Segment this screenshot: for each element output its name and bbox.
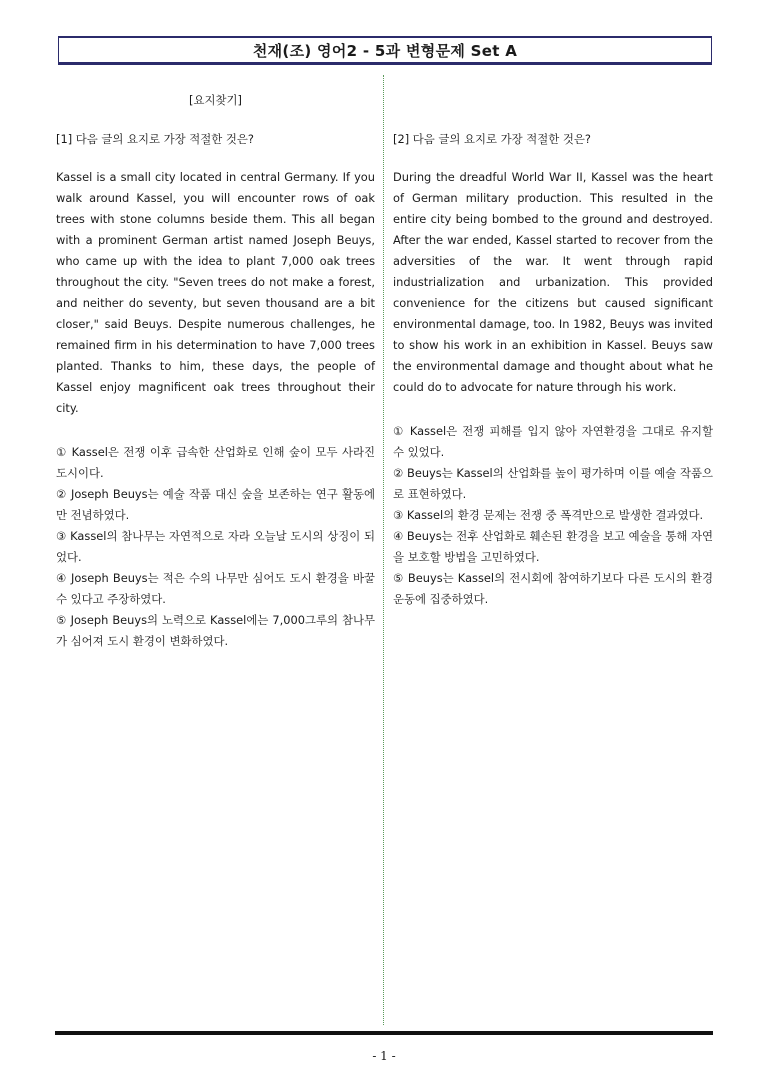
- page-title: 천재(조) 영어2 - 5과 변형문제 Set A: [252, 41, 518, 60]
- title-box: [58, 36, 712, 65]
- question-1-choices: [56, 442, 375, 652]
- bottom-rule: [55, 1031, 713, 1035]
- choice-item: ④ Beuys는 전후 산업화로 훼손된 환경을 보고 예술을 통해 자연을 보호할 방법을 고민하였다.: [393, 529, 713, 564]
- choice-item: ③ Kassel의 환경 문제는 전쟁 중 폭격만으로 발생한 결과였다.: [393, 508, 704, 522]
- choice-item: ④ Joseph Beuys는 적은 수의 나무만 심어도 도시 환경을 바꿀 수 있다고 주장하였다.: [56, 571, 375, 606]
- choice-item: ③ Kassel의 참나무는 자연적으로 자라 오늘날 도시의 상징이 되었다.: [56, 529, 375, 564]
- question-1-passage: Kassel is a small city located in central Germany. If you walk around Kassel, you will encounter rows of oak trees with stone columns beside them. This all began with a prominent German artist named Joseph Beuys, who came up with the idea to plant 7,000 oak trees throughout the city. "Seven trees do not make a forest, and neither do seventy, but seven thousand are a bit closer," said Beuys. Despite numerous challenges, he remained firm in his determination to have 7,000 trees planted. Thanks to him, these days, the people of Kassel enjoy magnificent oak trees throughout their city.: [56, 170, 375, 415]
- choice-item: ⑤ Joseph Beuys의 노력으로 Kassel에는 7,000그루의 참나무가 심어져 도시 환경이 변화하였다.: [56, 613, 375, 648]
- choice-item: ① Kassel은 전쟁 이후 급속한 산업화로 인해 숲이 모두 사라진 도시이다.: [56, 445, 375, 480]
- choice-item: ⑤ Beuys는 Kassel의 전시회에 참여하기보다 다른 도시의 환경 운동에 집중하였다.: [393, 571, 713, 606]
- right-column: [393, 90, 713, 610]
- choice-item: ① Kassel은 전쟁 피해를 입지 않아 자연환경을 그대로 유지할 수 있었다.: [393, 424, 713, 459]
- choice-item: ② Beuys는 Kassel의 산업화를 높이 평가하며 이를 예술 작품으로 표현하였다.: [393, 466, 713, 501]
- column-divider: [383, 75, 384, 1025]
- left-column: [56, 90, 375, 652]
- page-number: - 1 -: [372, 1049, 396, 1063]
- choice-item: ② Joseph Beuys는 예술 작품 대신 숲을 보존하는 연구 활동에만 전념하였다.: [56, 487, 375, 522]
- question-2-prompt: [2] 다음 글의 요지로 가장 적절한 것은?: [393, 132, 591, 146]
- section-label: [요지찾기]: [189, 93, 242, 107]
- question-2-choices: [393, 421, 713, 610]
- question-1-prompt: [1] 다음 글의 요지로 가장 적절한 것은?: [56, 132, 254, 146]
- question-2-passage: During the dreadful World War II, Kassel was the heart of German military production. This resulted in the entire city being bombed to the ground and destroyed. After the war ended, Kassel started to recover from the adversities of the war. It went through rapid industrialization and urbanization. This provided convenience for the citizens but caused significant environmental damage, too. In 1982, Beuys was invited to show his work in an exhibition in Kassel. Beuys saw the environmental damage and thought about what he could do to advocate for nature through his work.: [393, 170, 713, 394]
